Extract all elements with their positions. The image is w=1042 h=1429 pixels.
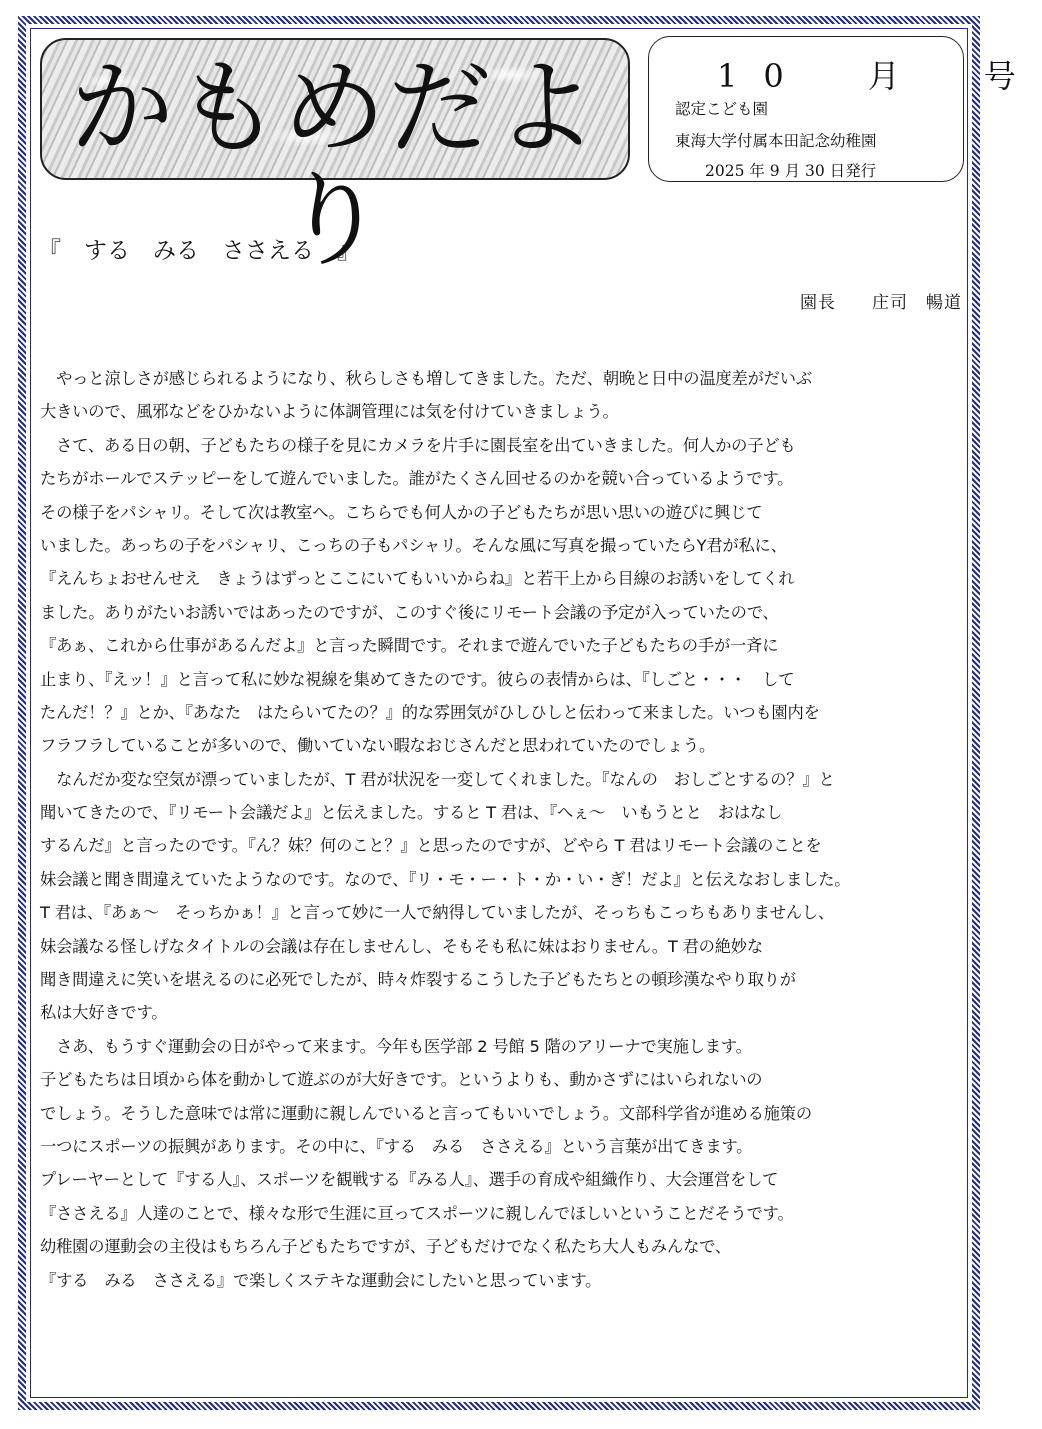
body-line: なんだか変な空気が漂っていましたが、T 君が状況を一変してくれました。『なんの おしごとするの？』と — [40, 769, 835, 789]
body-line: するんだ』と言ったのです。『ん？妹？何のこと？』と思ったのですが、どやら T 君はリモート会議のことを — [40, 836, 822, 856]
body-line: 大きいので、風邪などをひかないように体調管理には気を付けていきましょう。 — [40, 402, 619, 422]
body-line: さあ、もうすぐ運動会の日がやって来ます。今年も医学部 2 号館 5 階のアリーナで実施します。 — [40, 1036, 752, 1056]
issue-date: 2025 年 9 月 30 日発行 — [705, 162, 877, 180]
article-body — [40, 362, 960, 1297]
body-line: 幼稚園の運動会の主役はもちろん子どもたちですが、子どもだけでなく私たち大人もみんなで、 — [40, 1237, 732, 1257]
body-line: いました。あっちの子をパシャリ、こっちの子もパシャリ。そんな風に写真を撮っていたらY君が私に、 — [40, 535, 787, 555]
newsletter-title: かもめだより — [69, 47, 600, 281]
body-line: ました。ありがたいお誘いではあったのですが、このすぐ後にリモート会議の予定が入っていたので、 — [40, 602, 779, 622]
body-line: 一つにスポーツの振興があります。その中に、『する みる ささえる』という言葉が出てきます。 — [40, 1136, 753, 1156]
body-line: 子どもたちは日頃から体を動かして遊ぶのが大好きです。というよりも、動かさずにはいられないの — [40, 1070, 763, 1090]
body-line: 妹会議なる怪しげなタイトルの会議は存在しませんし、そもそも私に妹はおりません。T 君の絶妙な — [40, 936, 763, 956]
issue-month: 10 月 号 — [717, 57, 1042, 95]
article-heading: 『 する みる ささえる 』 — [38, 238, 360, 264]
body-line: さて、ある日の朝、子どもたちの様子を見にカメラを片手に園長室を出ていきました。何人かの子ども — [40, 435, 796, 455]
org-type: 認定こども園 — [675, 100, 769, 118]
body-line: 妹会議と聞き間違えていたようなのです。なので、『リ・モ・ー・ト・か・い・ぎ！だよ』と伝えなおしました。 — [40, 869, 851, 889]
issue-info-box — [648, 36, 1042, 182]
body-line: 聞いてきたので、『リモート会議だよ』と伝えました。すると T 君は、『へぇ～ いもうとと おはなし — [40, 803, 783, 823]
body-line: 『えんちょおせんせえ きょうはずっとここにいてもいいからね』と若干上から目線のお誘いをしてくれ — [40, 569, 795, 589]
body-line: でしょう。そうした意味では常に運動に親しんでいると言ってもいいでしょう。文部科学省が進める施策の — [40, 1103, 812, 1123]
body-line: フラフラしていることが多いので、働いていない暇なおじさんだと思われていたのでしょう。 — [40, 736, 716, 756]
body-line: 『する みる ささえる』で楽しくステキな運動会にしたいと思っています。 — [40, 1270, 602, 1290]
body-line: やっと涼しさが感じられるようになり、秋らしさも増してきました。ただ、朝晩と日中の温度差がだいぶ — [40, 369, 812, 388]
body-line: たんだ！？』とか、『あなた はたらいてたの？』的な雰囲気がひしひしと伝わって来ました。いつも園内を — [40, 702, 820, 722]
body-line: プレーヤーとして『する人』、スポーツを観戦する『みる人』、選手の育成や組織作り、大会運営をして — [40, 1170, 779, 1190]
body-line: 止まり、『えッ！』と言って私に妙な視線を集めてきたのです。彼らの表情からは、『しごと・・・ して — [40, 669, 795, 689]
body-line: 私は大好きです。 — [40, 1003, 168, 1023]
body-line: たちがホールでステッピーをして遊んでいました。誰がたくさん回せるのかを競い合っているようです。 — [40, 469, 794, 489]
school-name: 東海大学付属本田記念幼稚園 — [675, 132, 877, 150]
body-line: 『ささえる』人達のことで、様々な形で生涯に亘ってスポーツに親しんでほしいということだそうです。 — [40, 1203, 794, 1223]
body-line: T 君は、『あぁ～ そっちかぁ！』と言って妙に一人で納得していましたが、そっちもこっちもありませんし、 — [40, 903, 835, 923]
body-line: その様子をパシャリ。そして次は教室へ。こちらでも何人かの子どもたちが思い思いの遊びに興じて — [40, 502, 763, 522]
body-line: 聞き間違えに笑いを堪えるのに必死でしたが、時々炸裂するこうした子どもたちとの頓珍漢なやり取りが — [40, 970, 796, 990]
body-line: 『あぁ、これから仕事があるんだよ』と言った瞬間です。それまで遊んでいた子どもたちの手が一斉に — [40, 636, 779, 656]
article-author: 園長 庄司 暢道 — [800, 293, 962, 313]
